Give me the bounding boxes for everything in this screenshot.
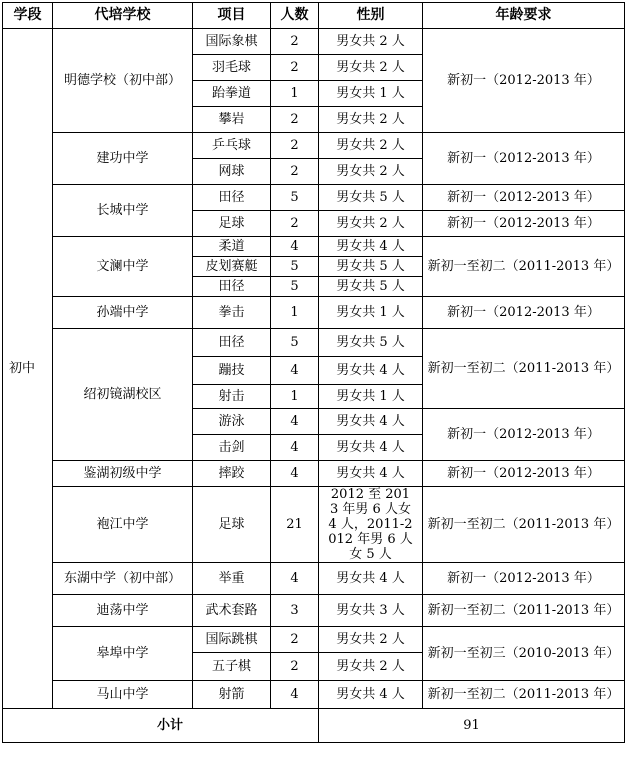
gender-cell: 男女共 4 人 xyxy=(319,409,423,435)
project-cell: 蹦技 xyxy=(193,357,271,385)
gender-cell: 2012 至 2013 年男 6 人女 4 人，2011-2012 年男 6 人女 5 人 xyxy=(319,487,423,563)
gender-cell: 男女共 5 人 xyxy=(319,185,423,211)
project-cell: 跆拳道 xyxy=(193,81,271,107)
header-row xyxy=(3,3,625,29)
table-row xyxy=(3,133,625,159)
school-cell: 皋埠中学 xyxy=(53,627,193,681)
count-cell: 4 xyxy=(271,409,319,435)
gender-cell: 男女共 4 人 xyxy=(319,461,423,487)
gender-cell: 男女共 4 人 xyxy=(319,357,423,385)
age-requirement-cell: 新初一（2012-2013 年） xyxy=(423,185,625,211)
school-cell: 绍初镜湖校区 xyxy=(53,329,193,461)
count-cell: 1 xyxy=(271,81,319,107)
age-requirement-cell: 新初一（2012-2013 年） xyxy=(423,29,625,133)
school-cell: 文澜中学 xyxy=(53,237,193,297)
count-cell: 2 xyxy=(271,653,319,681)
project-cell: 摔跤 xyxy=(193,461,271,487)
table-row xyxy=(3,681,625,709)
project-cell: 乒乓球 xyxy=(193,133,271,159)
gender-cell: 男女共 3 人 xyxy=(319,595,423,627)
project-cell: 武术套路 xyxy=(193,595,271,627)
age-requirement-cell: 新初一至初三（2010-2013 年） xyxy=(423,627,625,681)
column-header: 性别 xyxy=(319,3,423,29)
count-cell: 4 xyxy=(271,435,319,461)
age-requirement-cell: 新初一（2012-2013 年） xyxy=(423,563,625,595)
project-cell: 田径 xyxy=(193,185,271,211)
project-cell: 游泳 xyxy=(193,409,271,435)
age-requirement-cell: 新初一（2012-2013 年） xyxy=(423,297,625,329)
table-row xyxy=(3,487,625,563)
age-requirement-cell: 新初一至初二（2011-2013 年） xyxy=(423,681,625,709)
column-header: 项目 xyxy=(193,3,271,29)
count-cell: 5 xyxy=(271,185,319,211)
age-requirement-cell: 新初一（2012-2013 年） xyxy=(423,409,625,461)
school-cell: 长城中学 xyxy=(53,185,193,237)
gender-cell: 男女共 2 人 xyxy=(319,107,423,133)
gender-cell: 男女共 2 人 xyxy=(319,29,423,55)
age-requirement-cell: 新初一至初二（2011-2013 年） xyxy=(423,329,625,409)
project-cell: 国际象棋 xyxy=(193,29,271,55)
project-cell: 国际跳棋 xyxy=(193,627,271,653)
count-cell: 5 xyxy=(271,257,319,277)
gender-cell: 男女共 2 人 xyxy=(319,159,423,185)
count-cell: 1 xyxy=(271,385,319,409)
school-cell: 马山中学 xyxy=(53,681,193,709)
stage-cell: 初中 xyxy=(3,29,53,709)
gender-cell: 男女共 2 人 xyxy=(319,133,423,159)
gender-cell: 男女共 2 人 xyxy=(319,653,423,681)
project-cell: 网球 xyxy=(193,159,271,185)
school-cell: 袍江中学 xyxy=(53,487,193,563)
subtotal-label: 小计 xyxy=(3,709,319,743)
count-cell: 2 xyxy=(271,211,319,237)
count-cell: 2 xyxy=(271,159,319,185)
column-header: 学段 xyxy=(3,3,53,29)
subtotal-value: 91 xyxy=(319,709,625,743)
count-cell: 2 xyxy=(271,29,319,55)
project-cell: 攀岩 xyxy=(193,107,271,133)
column-header: 年龄要求 xyxy=(423,3,625,29)
count-cell: 2 xyxy=(271,133,319,159)
age-requirement-cell: 新初一（2012-2013 年） xyxy=(423,211,625,237)
column-header: 代培学校 xyxy=(53,3,193,29)
school-cell: 明德学校（初中部） xyxy=(53,29,193,133)
count-cell: 4 xyxy=(271,563,319,595)
project-cell: 五子棋 xyxy=(193,653,271,681)
table-row xyxy=(3,461,625,487)
gender-cell: 男女共 2 人 xyxy=(319,55,423,81)
count-cell: 4 xyxy=(271,461,319,487)
project-cell: 拳击 xyxy=(193,297,271,329)
recruitment-table xyxy=(2,2,625,743)
table-row xyxy=(3,595,625,627)
table-row xyxy=(3,185,625,211)
school-cell: 东湖中学（初中部） xyxy=(53,563,193,595)
project-cell: 射箭 xyxy=(193,681,271,709)
project-cell: 柔道 xyxy=(193,237,271,257)
table-row xyxy=(3,297,625,329)
count-cell: 4 xyxy=(271,357,319,385)
table-row xyxy=(3,29,625,55)
age-requirement-cell: 新初一（2012-2013 年） xyxy=(423,133,625,185)
project-cell: 举重 xyxy=(193,563,271,595)
count-cell: 5 xyxy=(271,277,319,297)
age-requirement-cell: 新初一至初二（2011-2013 年） xyxy=(423,487,625,563)
age-requirement-cell: 新初一（2012-2013 年） xyxy=(423,461,625,487)
project-cell: 皮划赛艇 xyxy=(193,257,271,277)
gender-cell: 男女共 2 人 xyxy=(319,627,423,653)
project-cell: 足球 xyxy=(193,487,271,563)
gender-cell: 男女共 4 人 xyxy=(319,681,423,709)
count-cell: 4 xyxy=(271,237,319,257)
gender-cell: 男女共 5 人 xyxy=(319,329,423,357)
gender-cell: 男女共 5 人 xyxy=(319,257,423,277)
gender-cell: 男女共 2 人 xyxy=(319,211,423,237)
gender-cell: 男女共 4 人 xyxy=(319,435,423,461)
project-cell: 击剑 xyxy=(193,435,271,461)
school-cell: 迪荡中学 xyxy=(53,595,193,627)
gender-cell: 男女共 5 人 xyxy=(319,277,423,297)
age-requirement-cell: 新初一至初二（2011-2013 年） xyxy=(423,595,625,627)
gender-cell: 男女共 1 人 xyxy=(319,297,423,329)
subtotal-row xyxy=(3,709,625,743)
table-row xyxy=(3,237,625,257)
count-cell: 2 xyxy=(271,107,319,133)
gender-cell: 男女共 4 人 xyxy=(319,237,423,257)
project-cell: 射击 xyxy=(193,385,271,409)
age-requirement-cell: 新初一至初二（2011-2013 年） xyxy=(423,237,625,297)
table-row xyxy=(3,329,625,357)
column-header: 人数 xyxy=(271,3,319,29)
table-row xyxy=(3,563,625,595)
school-cell: 鉴湖初级中学 xyxy=(53,461,193,487)
gender-cell: 男女共 1 人 xyxy=(319,385,423,409)
count-cell: 1 xyxy=(271,297,319,329)
project-cell: 足球 xyxy=(193,211,271,237)
gender-cell: 男女共 1 人 xyxy=(319,81,423,107)
count-cell: 4 xyxy=(271,681,319,709)
count-cell: 2 xyxy=(271,55,319,81)
gender-cell: 男女共 4 人 xyxy=(319,563,423,595)
count-cell: 2 xyxy=(271,627,319,653)
count-cell: 5 xyxy=(271,329,319,357)
count-cell: 21 xyxy=(271,487,319,563)
project-cell: 田径 xyxy=(193,329,271,357)
table-row xyxy=(3,627,625,653)
project-cell: 田径 xyxy=(193,277,271,297)
school-cell: 建功中学 xyxy=(53,133,193,185)
count-cell: 3 xyxy=(271,595,319,627)
project-cell: 羽毛球 xyxy=(193,55,271,81)
school-cell: 孙端中学 xyxy=(53,297,193,329)
